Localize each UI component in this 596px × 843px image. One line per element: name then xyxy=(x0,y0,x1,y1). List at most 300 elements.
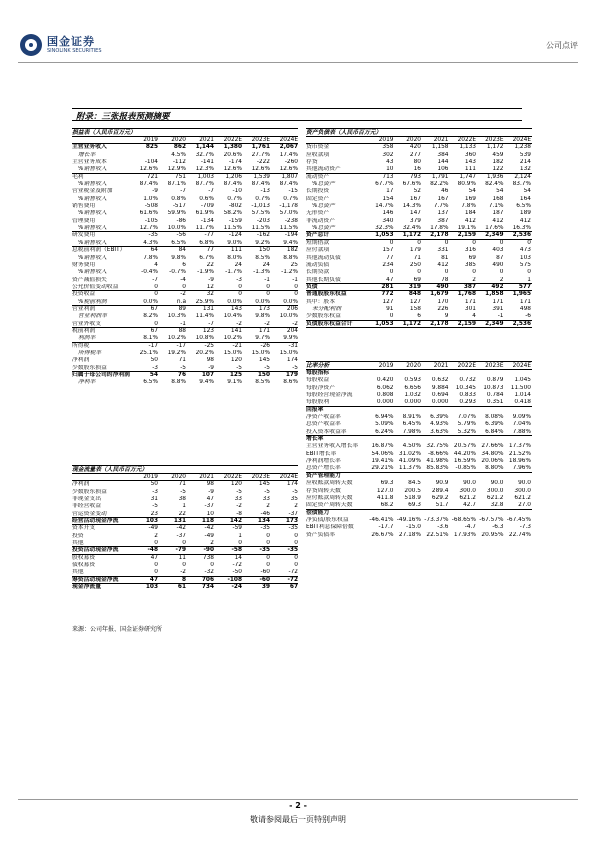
cell-value: 50 xyxy=(150,481,158,488)
cell-value: -9 xyxy=(208,364,214,371)
table-row xyxy=(72,159,298,166)
row-label: 应付款项 xyxy=(306,247,330,254)
cell-value: 621.2 xyxy=(486,494,504,501)
cell-value: 25 xyxy=(290,261,298,268)
cell-value: 54 xyxy=(149,372,158,378)
row-label: %销售收入 xyxy=(78,166,107,173)
cell-value: 0.732 xyxy=(459,377,476,384)
cell-value: 11 xyxy=(178,554,186,561)
row-label: 长期投资 xyxy=(306,188,330,195)
cell-value: 22.51% xyxy=(426,531,449,538)
cell-value: 0.293 xyxy=(459,399,476,406)
cell-value: -194 xyxy=(284,232,298,239)
cell-value: 54 xyxy=(468,188,476,195)
row-label: %销售收入 xyxy=(78,254,107,261)
row-label: 流动负债 xyxy=(306,261,330,268)
year-header: 2023E xyxy=(485,137,504,143)
cell-value: 143 xyxy=(464,159,476,166)
cell-value: 19.41% xyxy=(371,458,394,465)
cell-value: 85.83% xyxy=(426,465,449,472)
cell-value: 9.7% xyxy=(255,335,270,342)
cell-value: 5.32% xyxy=(457,428,476,435)
cell-value: -203 xyxy=(256,217,270,224)
cell-value: -5 xyxy=(292,488,298,495)
logo xyxy=(20,34,102,56)
cell-value: 83.7% xyxy=(512,181,531,188)
cell-value: 234 xyxy=(382,261,394,268)
cell-value: -77 xyxy=(204,232,214,239)
row-label: 营业外收支 xyxy=(72,320,101,327)
cell-value: 1,158 xyxy=(431,144,449,151)
cell-value xyxy=(366,436,394,443)
cell-value: 621.2 xyxy=(514,494,531,501)
row-label: 负债股东权益合计 xyxy=(306,320,353,327)
cell-value: 81 xyxy=(441,254,449,261)
cell-value: 15.0% xyxy=(223,349,242,356)
cell-value xyxy=(504,510,532,517)
cell-value: 27.7% xyxy=(251,151,270,158)
cell-value: 2,536 xyxy=(512,320,531,327)
cell-value: 8.5% xyxy=(255,254,270,261)
cell-value: 1,791 xyxy=(431,173,449,180)
cell-value xyxy=(366,473,394,480)
cell-value: 120 xyxy=(230,357,242,364)
cell-value: -26 xyxy=(260,342,270,349)
cell-value: 379 xyxy=(409,217,421,224)
cell-value: 277 xyxy=(409,151,421,158)
year-header-row xyxy=(72,137,298,144)
cell-value: 131 xyxy=(202,305,214,312)
table-row xyxy=(72,481,298,488)
cell-value: 4 xyxy=(154,261,158,268)
cell-value: 1.0% xyxy=(143,195,158,202)
cell-value: -9 xyxy=(208,488,214,495)
cell-value: 142 xyxy=(229,518,242,525)
table-row xyxy=(306,144,532,151)
row-label: 偿债能力 xyxy=(306,509,330,516)
cell-value: 6.24% xyxy=(375,428,394,435)
row-label: 应收账款周转天数 xyxy=(306,480,353,487)
cell-value: 157 xyxy=(382,247,394,254)
cell-value: -21 xyxy=(232,342,242,349)
table-row xyxy=(306,385,532,392)
row-label: 利润率 xyxy=(78,335,96,342)
cell-value: 4.93% xyxy=(430,421,449,428)
cell-value: 331 xyxy=(437,247,449,254)
cell-value: 71 xyxy=(178,357,186,364)
cell-value: 0 xyxy=(499,239,504,246)
cell-value: 143 xyxy=(230,305,242,312)
cell-value: 87 xyxy=(496,254,504,261)
cell-value: -17 xyxy=(148,342,158,349)
footer-divider xyxy=(18,799,578,800)
cell-value: 301 xyxy=(464,305,476,312)
cell-value: 2,159 xyxy=(457,232,476,239)
cell-value: 0.351 xyxy=(486,399,504,406)
cell-value: -1 xyxy=(497,313,504,320)
cell-value: 0 xyxy=(210,562,214,569)
cell-value: 9.9% xyxy=(283,335,298,342)
cell-value xyxy=(421,407,449,414)
cell-value: 862 xyxy=(173,144,186,151)
row-label: 投入资本收益率 xyxy=(306,428,347,435)
cell-value: 7.96% xyxy=(512,465,531,472)
cell-value: -49 xyxy=(204,532,214,539)
cell-value: 751 xyxy=(174,173,186,180)
cell-value: 51.7 xyxy=(435,502,449,509)
cell-value xyxy=(421,473,449,480)
cell-value: -2 xyxy=(180,291,186,298)
cell-value: 825 xyxy=(145,144,158,151)
cell-value: -1,013 xyxy=(251,203,270,210)
cell-value: 33 xyxy=(234,496,242,503)
cashflow-table xyxy=(72,465,298,592)
cell-value: 11.4% xyxy=(195,313,214,320)
cell-value: 0 xyxy=(154,562,158,569)
row-label: 净利率 xyxy=(78,379,96,386)
table-row xyxy=(72,299,298,306)
table-row xyxy=(306,488,532,495)
disclaimer-note: 敬请参阅最后一页特别声明 xyxy=(250,815,346,824)
cell-value: 50 xyxy=(150,357,158,364)
cell-value: -517 xyxy=(172,203,186,210)
cell-value: 0.7% xyxy=(227,195,242,202)
cell-value: 78 xyxy=(441,276,449,283)
cell-value xyxy=(476,473,504,480)
cell-value: 10.8% xyxy=(195,335,214,342)
cell-value: 12.6% xyxy=(251,166,270,173)
row-label: 增长率 xyxy=(78,151,96,158)
cell-value: 1,539 xyxy=(253,173,270,180)
cell-value: 0 xyxy=(294,532,298,539)
ratio-analysis-table xyxy=(306,361,532,539)
cell-value: 25.1% xyxy=(139,349,158,356)
cell-value: 3.63% xyxy=(430,428,449,435)
cell-value: -68.65% xyxy=(451,516,476,523)
table-row xyxy=(306,321,532,328)
row-label: %销售收入 xyxy=(78,195,107,202)
cell-value: 20.2% xyxy=(195,349,214,356)
cell-value xyxy=(130,152,158,159)
row-label: %销售收入 xyxy=(78,210,107,217)
cell-value: 206 xyxy=(286,305,298,312)
cell-value: -141 xyxy=(200,159,214,166)
cell-value: -5 xyxy=(236,364,242,371)
cell-value: -37 xyxy=(204,503,214,510)
table-row xyxy=(72,247,298,254)
cell-value: -1.3% xyxy=(253,269,270,276)
cell-value: 77 xyxy=(386,254,394,261)
row-label xyxy=(72,474,130,480)
year-header: 2019 xyxy=(143,137,158,143)
cell-value: 57.0% xyxy=(279,210,298,217)
cell-value: 0 xyxy=(417,269,421,276)
row-label: %总资产 xyxy=(312,203,335,210)
cell-value: 82.2% xyxy=(430,181,449,188)
cell-value: -5 xyxy=(152,503,158,510)
cell-value: 0 xyxy=(389,313,394,320)
cell-value: 11.5% xyxy=(279,225,298,232)
cell-value: 42.7 xyxy=(463,502,476,509)
row-label: 短期借款 xyxy=(306,239,330,246)
cell-value: 200.5 xyxy=(404,487,421,494)
table-row xyxy=(306,421,532,428)
cell-value: 131 xyxy=(173,518,186,525)
cell-value: 10.345 xyxy=(455,384,476,391)
cell-value: 71 xyxy=(178,481,186,488)
row-label: 净利润 xyxy=(72,357,90,364)
table-title-text: 比率分析 xyxy=(306,363,330,369)
cell-value: 8.6% xyxy=(283,379,298,386)
cell-value: -1 xyxy=(292,276,298,283)
cell-value: 2 xyxy=(472,276,476,283)
cell-value: 111 xyxy=(464,166,476,173)
cell-value: -2 xyxy=(292,320,298,327)
row-label: 主营业务收入增长率 xyxy=(306,443,359,450)
table-title: 损益表（人民币百万元） xyxy=(72,128,298,137)
year-header: 2020 xyxy=(406,363,421,369)
cell-value: -6.3 xyxy=(492,524,504,531)
cell-value: 7.04% xyxy=(512,421,531,428)
row-label: 营业税金及附加 xyxy=(72,188,113,195)
cell-value: -124 xyxy=(228,232,242,239)
cell-value: -7 xyxy=(180,188,186,195)
cell-value: 8.91% xyxy=(402,414,421,421)
row-label: 经营活动现金净流 xyxy=(72,518,119,525)
cell-value: 0.000 xyxy=(376,399,394,406)
cell-value: 8.0% xyxy=(227,254,242,261)
table-row xyxy=(72,503,298,510)
cell-value: -37 xyxy=(176,532,186,539)
year-header: 2020 xyxy=(171,474,186,480)
cell-value: 87.4% xyxy=(139,181,158,188)
cell-value: 412 xyxy=(492,217,504,224)
cell-value: -2 xyxy=(180,569,186,576)
cell-value: 11.500 xyxy=(510,384,531,391)
cell-value: -10 xyxy=(232,188,242,195)
cell-value: 7.88% xyxy=(512,428,531,435)
cell-value: 0 xyxy=(154,283,158,290)
cell-value: 6.39% xyxy=(485,421,504,428)
cell-value: 91 xyxy=(386,305,394,312)
row-label: 净利润 xyxy=(72,481,90,488)
cell-value: -73.37% xyxy=(424,516,449,523)
cell-value: 0 xyxy=(389,269,394,276)
cell-value: -0.7% xyxy=(169,269,186,276)
cell-value: 174 xyxy=(286,481,298,488)
cell-value: 2 xyxy=(154,532,158,539)
cell-value: -86 xyxy=(176,217,186,224)
table-row xyxy=(306,174,532,181)
cell-value: -709 xyxy=(200,203,214,210)
row-label: 其他长期负债 xyxy=(306,276,341,283)
cell-value: 0 xyxy=(527,239,531,246)
row-label: 财务费用 xyxy=(72,261,96,268)
cell-value: 0 xyxy=(389,239,394,246)
table-row xyxy=(72,518,298,525)
table-row xyxy=(306,532,532,539)
cell-value: 54 xyxy=(496,188,504,195)
cell-value: -15.0 xyxy=(406,524,421,531)
cell-value: 4 xyxy=(472,313,476,320)
table-title xyxy=(306,361,532,370)
cell-value: -42 xyxy=(176,525,186,532)
cell-value: -79 xyxy=(175,547,186,554)
cell-value: 1,053 xyxy=(375,320,394,327)
row-label: 管理费用 xyxy=(72,217,96,224)
cell-value: 145 xyxy=(258,357,270,364)
cell-value: 9.4% xyxy=(283,239,298,246)
cell-value: 1,807 xyxy=(281,173,298,180)
cell-value: 300.0 xyxy=(459,487,476,494)
cell-value: 0 xyxy=(472,239,476,246)
cell-value: 411.8 xyxy=(376,494,394,501)
cell-value: 289.4 xyxy=(431,487,449,494)
cell-value: 0.0% xyxy=(283,298,298,305)
row-label: 税前利润 xyxy=(72,327,96,334)
cell-value: 17.8% xyxy=(430,225,449,232)
row-label: 销售费用 xyxy=(72,203,96,210)
cell-value: 9.8% xyxy=(255,313,270,320)
cell-value xyxy=(394,436,422,443)
cell-value: 184 xyxy=(464,210,476,217)
cell-value: 16.87% xyxy=(371,443,394,450)
row-label: 总资产增长率 xyxy=(306,465,341,472)
cell-value: 182 xyxy=(492,159,504,166)
cell-value: 171 xyxy=(519,298,531,305)
cell-value: 226 xyxy=(437,305,449,312)
row-label: 应付账款周转天数 xyxy=(306,494,353,501)
year-header: 2023E xyxy=(485,363,504,369)
table-row xyxy=(306,524,532,531)
cell-value: 6.8% xyxy=(199,239,214,246)
cell-value: 47 xyxy=(150,554,158,561)
cell-value: 171 xyxy=(492,298,504,305)
table-row xyxy=(72,335,298,342)
cell-value: 1,761 xyxy=(251,144,270,151)
cell-value: -6 xyxy=(525,313,531,320)
table-row xyxy=(72,525,298,532)
cell-value: 1,172 xyxy=(402,232,421,239)
cell-value: 87.1% xyxy=(167,181,186,188)
cell-value: 1,768 xyxy=(457,291,476,298)
cell-value: -5 xyxy=(180,488,186,495)
cell-value: 43 xyxy=(386,159,394,166)
cell-value: 0 xyxy=(499,269,504,276)
table-row xyxy=(72,328,298,335)
cell-value: -59 xyxy=(232,525,242,532)
cell-value: 1.014 xyxy=(514,392,531,399)
cell-value: 0.8% xyxy=(171,195,186,202)
table-row xyxy=(72,321,298,328)
cell-value: 82.4% xyxy=(485,181,504,188)
cell-value: 1,133 xyxy=(459,144,476,151)
cell-value: 87.4% xyxy=(251,181,270,188)
cell-value: 29.21% xyxy=(371,465,394,472)
cell-value: 0.418 xyxy=(514,399,531,406)
cell-value: -32 xyxy=(204,569,214,576)
row-label xyxy=(306,137,366,143)
cell-value: 12.6% xyxy=(223,166,242,173)
year-header: 2020 xyxy=(406,137,421,143)
cell-value: 23 xyxy=(150,510,158,517)
cell-value: 106 xyxy=(437,166,449,173)
cell-value: 204 xyxy=(286,327,298,334)
cell-value: 87.4% xyxy=(279,181,298,188)
cell-value: 300.0 xyxy=(514,487,531,494)
cell-value xyxy=(366,370,394,377)
cell-value: 76 xyxy=(177,372,186,378)
cell-value: 103 xyxy=(145,518,158,525)
cell-value: 6 xyxy=(182,261,186,268)
cell-value xyxy=(394,510,422,517)
cell-value: 47 xyxy=(149,576,158,583)
cell-value: 12.6% xyxy=(139,166,158,173)
table-row xyxy=(306,306,532,313)
cell-value: 2,536 xyxy=(512,232,531,239)
cell-value: 34.80% xyxy=(481,450,504,457)
row-label: 存货 xyxy=(306,159,318,166)
cell-value: 0 xyxy=(294,540,298,547)
cell-value: -35 xyxy=(288,525,298,532)
cell-value: 120 xyxy=(230,481,242,488)
cell-value: 4.50% xyxy=(402,443,421,450)
cell-value: 21.52% xyxy=(508,450,531,457)
cell-value: -222 xyxy=(256,159,270,166)
row-label: %总资产 xyxy=(312,181,335,188)
cell-value: 0.833 xyxy=(459,392,476,399)
cell-value: 9.0% xyxy=(227,239,242,246)
row-label: 资产管理能力 xyxy=(306,472,341,479)
cell-value: 0.420 xyxy=(376,377,394,384)
cell-value xyxy=(449,370,477,377)
cell-value: 10.4% xyxy=(223,313,242,320)
table-row xyxy=(72,203,298,210)
cell-value xyxy=(504,407,532,414)
cell-value: 69 xyxy=(413,276,421,283)
income-statement-table xyxy=(72,128,298,387)
cell-value: -13 xyxy=(260,188,270,195)
page-number: - 2 - xyxy=(289,801,307,810)
page-title: 附录：三张报表预测摘要 xyxy=(76,112,170,122)
table-row xyxy=(306,152,532,159)
table-row xyxy=(72,379,298,386)
cell-value: 103 xyxy=(519,254,531,261)
table-row xyxy=(306,392,532,399)
row-label: 非流动资产 xyxy=(306,217,335,224)
cell-value: 67.7% xyxy=(375,181,394,188)
cell-value: 173 xyxy=(258,305,270,312)
cell-value: 0 xyxy=(266,562,270,569)
cell-value: 2 xyxy=(266,503,270,510)
cell-value: 80.9% xyxy=(457,181,476,188)
cell-value: -60 xyxy=(260,569,270,576)
row-label: 固定资产周转天数 xyxy=(306,502,353,509)
cell-value: 39 xyxy=(261,584,270,591)
cell-value: 0 xyxy=(154,291,158,298)
cell-value: 84 xyxy=(178,247,186,254)
cell-value: -5 xyxy=(292,364,298,371)
cell-value: 11.5% xyxy=(251,225,270,232)
row-label: 资本开支 xyxy=(72,525,96,532)
cell-value: 16 xyxy=(413,166,421,173)
cell-value: -108 xyxy=(227,576,242,583)
row-label: 流动资产 xyxy=(306,173,330,180)
cell-value: 69 xyxy=(468,254,476,261)
cell-value: 0 xyxy=(294,554,298,561)
logo-subtext: SINOLINK SECURITIES xyxy=(47,48,102,54)
cell-value: 0 xyxy=(182,540,186,547)
